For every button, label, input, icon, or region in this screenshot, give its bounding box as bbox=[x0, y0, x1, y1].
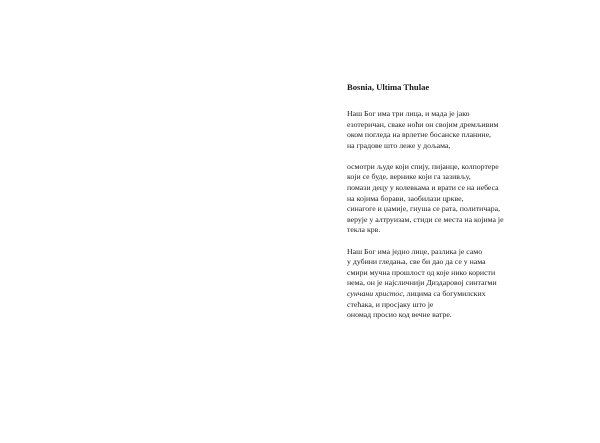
poem-line: на градове што леже у дољама, bbox=[347, 140, 451, 150]
poem-line: Наш Бог има једно лице, разлика је само bbox=[347, 246, 483, 256]
poem-line: оком погледа на врлетне босанске планине, bbox=[347, 130, 491, 140]
poem-line: који се буде, вернике који га зазивљу, bbox=[347, 172, 471, 182]
poem-line: синагоге и џамије, гнуша се рата, политичара, bbox=[347, 204, 501, 214]
poem-line: стећака, и просјаку што је bbox=[347, 299, 434, 309]
poem-line: верује у алтруизам, стиди се места на којима је bbox=[347, 214, 504, 224]
poem-line: текла крв. bbox=[347, 225, 381, 235]
poem-line: помази децу у колевкама и врати се на небеса bbox=[347, 183, 499, 193]
poem bbox=[347, 82, 587, 331]
poem-line: на којима борави, заобилази цркве, bbox=[347, 193, 464, 203]
stanza-2 bbox=[347, 162, 587, 236]
poem-line: нема, он је најсличнији Диздаровој синтагми bbox=[347, 278, 497, 288]
poem-line-italic: сунчани христос, лицима са богумилских bbox=[347, 288, 486, 298]
poem-line: ономад просио код вечне ватре. bbox=[347, 310, 452, 320]
poem-line: езотеричан, сваке ноћи он својим дремљивим bbox=[347, 119, 499, 129]
poem-line: Наш Бог има три лица, и мада је јако bbox=[347, 109, 470, 118]
poem-line: осмотри људе који спију, пијанце, колпортере bbox=[347, 161, 499, 171]
poem-title: Bosnia, Ultima Thulae bbox=[347, 82, 430, 92]
stanza-3 bbox=[347, 247, 587, 321]
italic-phrase: сунчани христос bbox=[347, 288, 403, 298]
poem-line: смири мучна прошлост од које нико користи bbox=[347, 267, 496, 277]
stanza-1 bbox=[347, 109, 587, 151]
poem-line: у дубини гледања, све би дао да се у нама bbox=[347, 257, 486, 267]
